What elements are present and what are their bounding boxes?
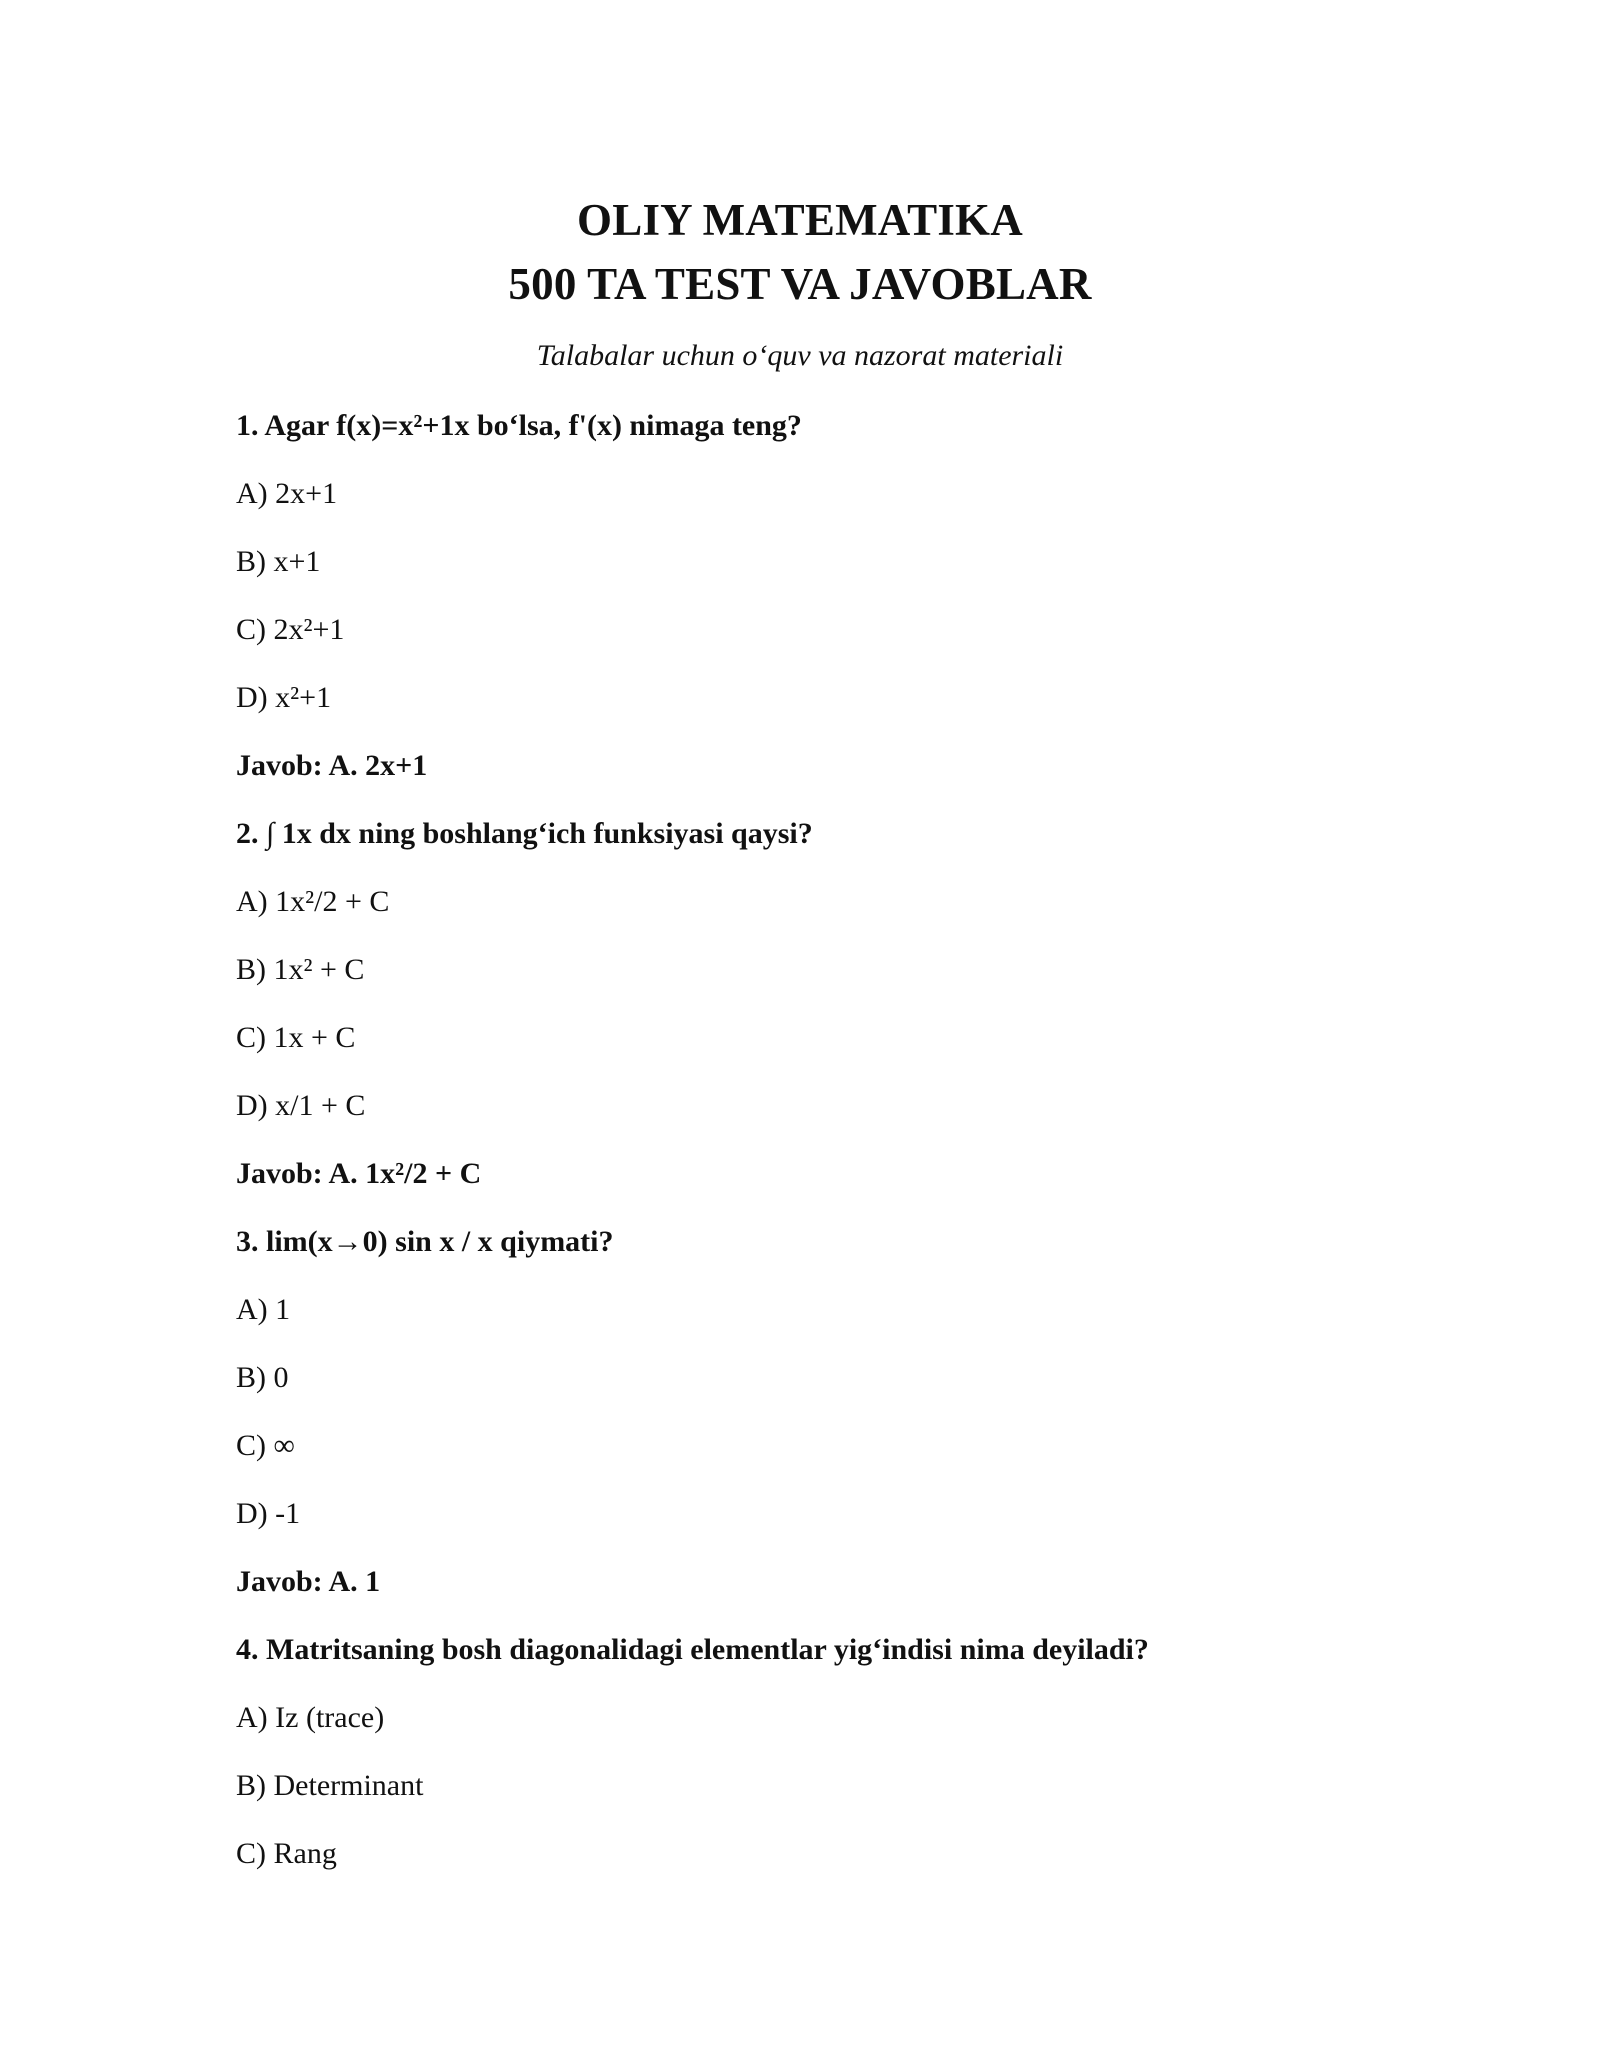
- questions-list: [236, 403, 1436, 1899]
- question-2: 2. ∫ 1x dx ning boshlang‘ich funksiyasi qaysi?: [236, 817, 813, 850]
- question-3-option-d: D) -1: [236, 1497, 301, 1530]
- question-2-option-b: B) 1x² + C: [236, 953, 365, 986]
- question-1-option-d: D) x²+1: [236, 681, 332, 714]
- question-1: 1. Agar f(x)=x²+1x bo‘lsa, f'(x) nimaga teng?: [236, 409, 802, 442]
- question-3-option-c: C) ∞: [236, 1429, 295, 1462]
- question-2-option-d: D) x/1 + C: [236, 1089, 366, 1122]
- question-2-answer: Javob: A. 1x²/2 + C: [236, 1157, 482, 1190]
- question-3-answer: Javob: A. 1: [236, 1565, 381, 1598]
- document-subtitle: Talabalar uchun o‘quv va nazorat materiali: [536, 339, 1064, 372]
- question-1-option-b: B) x+1: [236, 545, 321, 578]
- question-2-option-c: C) 1x + C: [236, 1021, 356, 1054]
- question-4-option-b: B) Determinant: [236, 1769, 424, 1802]
- title-line-1: OLIY MATEMATIKA: [577, 195, 1023, 245]
- question-2-option-a: A) 1x²/2 + C: [236, 885, 390, 918]
- question-4-option-c: C) Rang: [236, 1837, 337, 1870]
- document-title: [0, 188, 1600, 316]
- question-1-option-a: A) 2x+1: [236, 477, 338, 510]
- question-3-option-b: B) 0: [236, 1361, 289, 1394]
- title-line-2: 500 TA TEST VA JAVOBLAR: [508, 259, 1092, 309]
- question-1-option-c: C) 2x²+1: [236, 613, 345, 646]
- question-1-answer: Javob: A. 2x+1: [236, 749, 428, 782]
- question-4: 4. Matritsaning bosh diagonalidagi elementlar yig‘indisi nima deyiladi?: [236, 1633, 1149, 1666]
- question-3-option-a: A) 1: [236, 1293, 291, 1326]
- question-3: 3. lim(x→0) sin x / x qiymati?: [236, 1225, 614, 1258]
- question-4-option-a: A) Iz (trace): [236, 1701, 385, 1734]
